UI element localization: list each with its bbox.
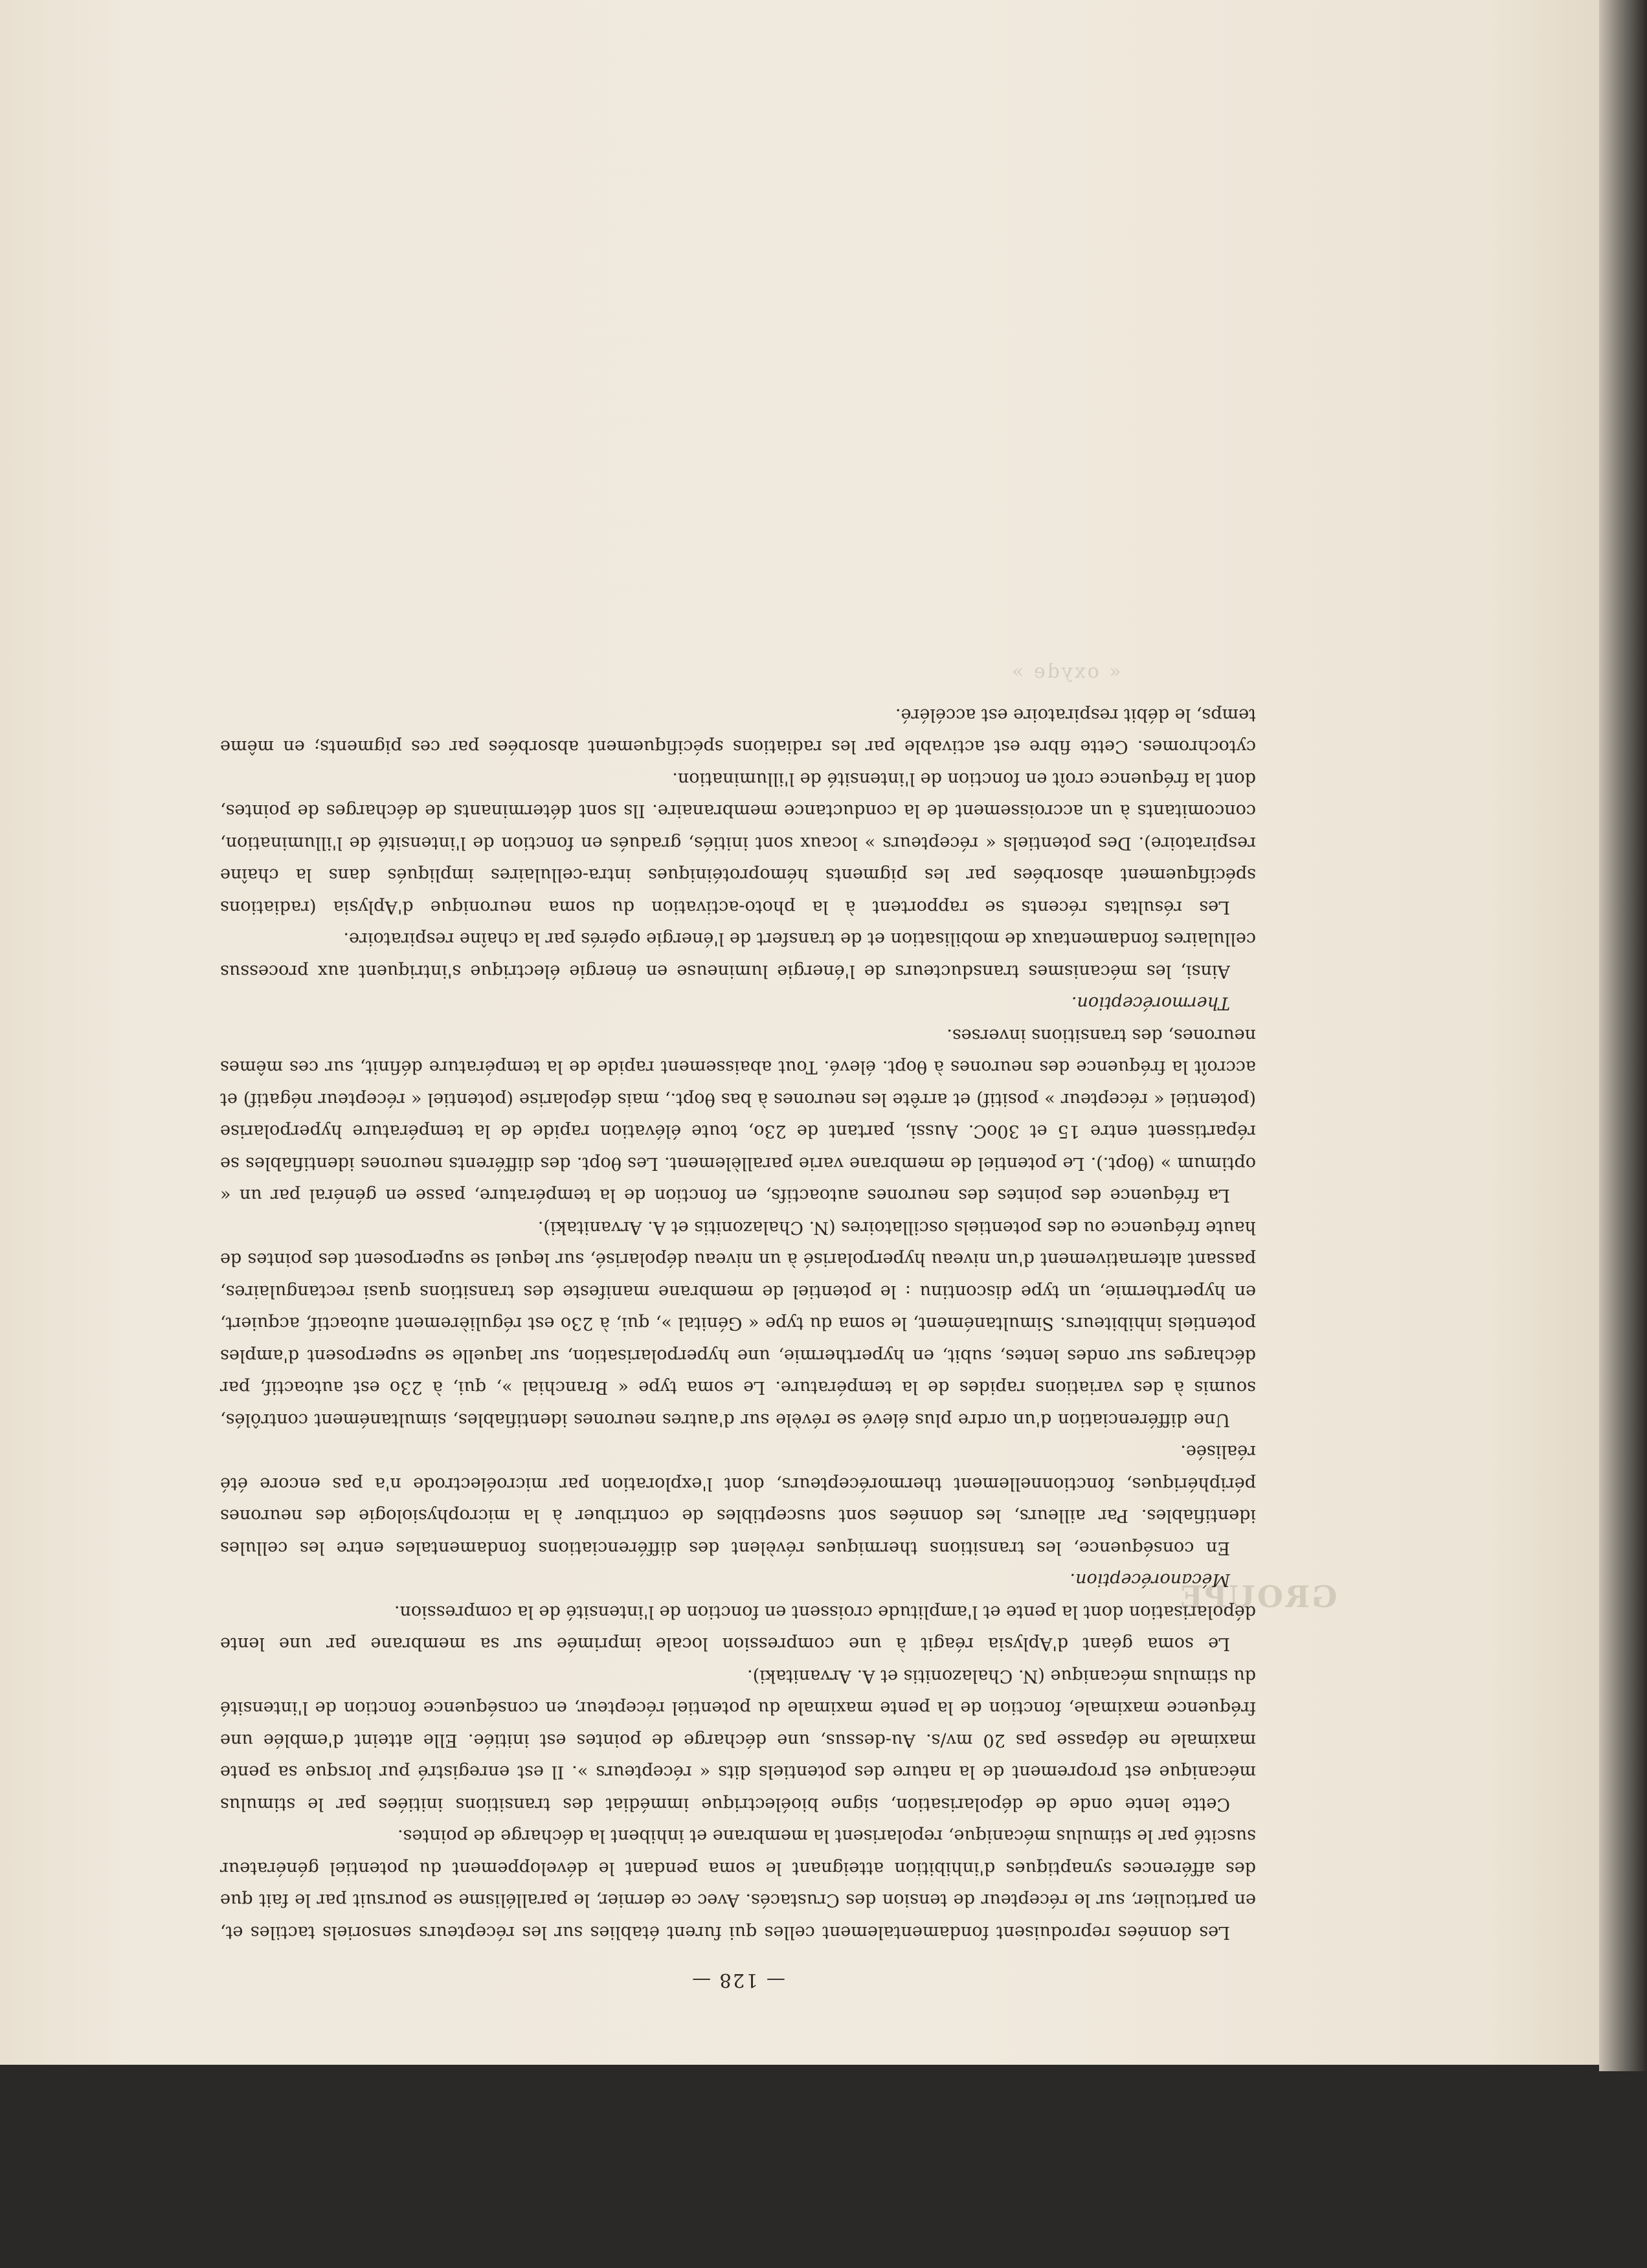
page-content bbox=[220, 252, 1256, 2013]
paragraph: Cette lente onde de dépolarisation, signe bioélectrique immédiat des transitions initiées par le stimulus mécanique est proprement de la nature des potentiels dits « récepteurs ». Il est enregistré pur lorsque sa pente maximale ne dépasse pas 20 mv/s. Au-dessus, une décharge de pointes est initiée. Elle atteint d'emblée une fréquence maximale, fonction de la pente maximale du potentiel récepteur, en conséquence fonction de l'intensité du stimulus mécanique (N. Chalazonitis et A. Arvanitaki). bbox=[220, 1666, 1256, 1814]
paragraph: Une différenciation d'un ordre plus élevé se révèle sur d'autres neurones identifiables, simultanément contrôlés, soumis à des variations rapides de la température. Le soma type « Branchial », qui, à 23o est autoactif, par décharges sur ondes lentes, subit, en hyperthermie, une hyperpolarisation, sur laquelle se superposent d'amples potentiels inhibiteurs. Simultanément, le soma du type « Génital », qui, à 23o est régulièrement autoactif, acquiert, en hyperthermie, un type discontinu : le potentiel de membrane manifeste des transitions quasi rectangulaires, passant alternativement d'un niveau hyperpolarisé à un niveau dépolarisé, sur lequel se superposent des pointes de haute fréquence ou des potentiels oscillatoires (N. Chalazonitis et A. Arvanitaki). bbox=[220, 1217, 1256, 1430]
paragraph: En conséquence, les transitions thermiques révèlent des différenciations fondamentales entre les cellules identifiables. Par ailleurs, les données sont susceptibles de contribuer à la microphysiologie des neurones périphériques, fonctionnellement thermorécepteurs, dont l'exploration par microélectrode n'a pas encore été réalisée. bbox=[220, 1441, 1256, 1558]
page-number: — 128 — bbox=[691, 1970, 785, 1992]
paragraph: Les résultats récents se rapportent à la photo-activation du soma neuronique d'Aplysia (radiations spécifiquement absorbées par les pigments hémoprotéiniques intra-cellulaires impliqués dans la chaîne respiratoire). Des potentiels « récepteurs » locaux sont initiés, gradués en fonction de l'intensité de l'illumination, concomitants à un accroissement de la conductance membranaire. Ils sont déterminants de décharges de pointes, dont la fréquence croît en fonction de l'intensité de l'illumination. bbox=[220, 769, 1256, 917]
show-through-text: GROUPE bbox=[1178, 1579, 1338, 1614]
paper-edge-shadow bbox=[1599, 0, 1647, 2071]
page-body-rotated bbox=[220, 252, 1256, 2013]
show-through-text: « oxyde » bbox=[1010, 660, 1121, 683]
paragraph: La fréquence des pointes des neurones autoactifs, en fonction de la température, passe en général par un « optimum » (θopt.). Le potentiel de membrane varie parallèlement. Les θopt. des différents neurones identifiables se répartissent entre 15 et 30oC. Aussi, partant de 23o, toute élévation rapide de la température hyperpolarise (potentiel « récepteur » positif) et arrête les neurones à bas θopt., mais dépolarise (potentiel « récepteur négatif) et accroît la fréquence des neurones à θopt. élevé. Tout abaissement rapide de la température définit, sur ces mêmes neurones, des transitions inverses. bbox=[220, 1025, 1256, 1206]
section-heading: Thermoréception. bbox=[1071, 993, 1230, 1014]
paragraph: Le soma géant d'Aplysia réagit à une compression locale imprimée sur sa membrane par une lente dépolarisation dont la pente et l'amplitude croissent en fonction de l'intensité de la compression. bbox=[220, 1602, 1256, 1654]
section-heading: Mécanoréception. bbox=[1070, 1570, 1230, 1590]
paragraph: Les données reproduisent fondamentalement celles qui furent établies sur les récepteurs sensoriels tactiles et, en particulier, sur le récepteur de tension des Crustacés. Avec ce dernier, le parallélisme se poursuit par le fait que des afférences synaptiques d'inhibition atteignant le soma pendant le développement du potentiel générateur suscité par le stimulus mécanique, repolarisent la membrane et inhibent la décharge de pointes. bbox=[220, 1826, 1256, 1942]
paragraph: Ainsi, les mécanismes transducteurs de l'énergie lumineuse en énergie électrique s'intriquent aux processus cellulaires fondamentaux de mobilisation et de transfert de l'énergie opérés par la chaîne respiratoire. bbox=[220, 929, 1256, 981]
paragraph: cytochromes. Cette fibre est activable par les radiations spécifiquement absorbées par ces pigments; en même temps, le débit respiratoire est accéléré. bbox=[220, 705, 1256, 757]
